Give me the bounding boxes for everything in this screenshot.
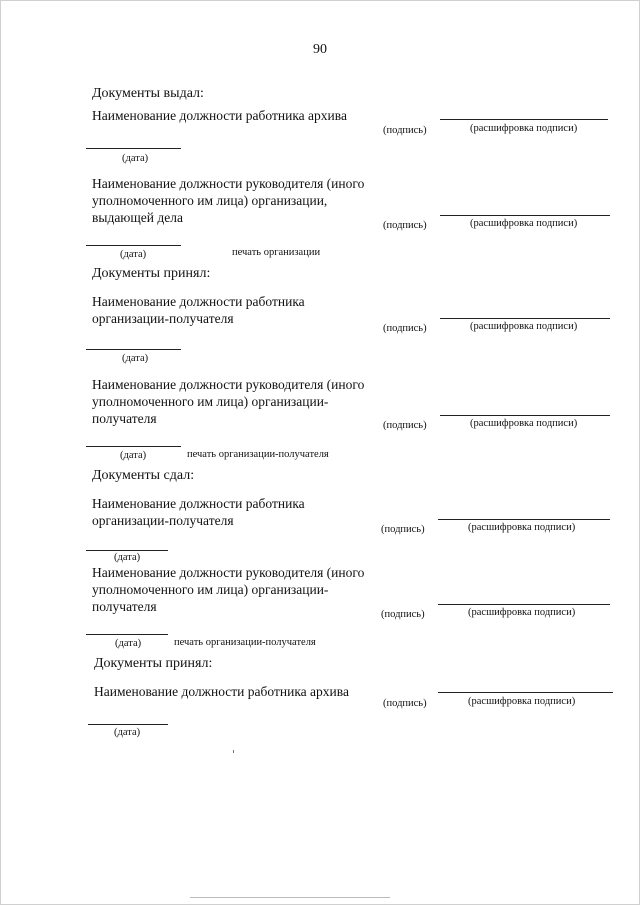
recipient-head-title: Наименование должности руководителя (иного уполномоченного им лица) организации-получателя bbox=[92, 565, 365, 614]
signature-decoding-line bbox=[438, 519, 610, 520]
organization-seal-label: печать организации bbox=[232, 247, 321, 258]
page-number: 90 bbox=[313, 42, 327, 57]
signature-decoding-line bbox=[440, 415, 610, 416]
signature-label: (подпись) bbox=[381, 524, 425, 535]
date-label: (дата) bbox=[115, 638, 142, 649]
signature-decoding-label: (расшифровка подписи) bbox=[470, 123, 578, 134]
section-heading-issued: Документы выдал: bbox=[92, 86, 204, 101]
signature-decoding-label: (расшифровка подписи) bbox=[470, 321, 578, 332]
date-line bbox=[86, 148, 181, 149]
signature-decoding-label: (расшифровка подписи) bbox=[468, 522, 576, 533]
organization-head-title: Наименование должности руководителя (иного уполномоченного им лица) организации, выдающей дела bbox=[92, 176, 365, 225]
recipient-seal-label: печать организации-получателя bbox=[174, 637, 316, 648]
signature-label: (подпись) bbox=[383, 220, 427, 231]
section-heading-received: Документы принял: bbox=[92, 266, 211, 281]
signature-decoding-label: (расшифровка подписи) bbox=[470, 418, 578, 429]
signature-label: (подпись) bbox=[383, 125, 427, 136]
date-line bbox=[88, 724, 168, 725]
signature-decoding-line bbox=[438, 604, 610, 605]
date-line bbox=[86, 550, 168, 551]
archive-employee-title: Наименование должности работника архива bbox=[92, 108, 347, 123]
signature-label: (подпись) bbox=[383, 323, 427, 334]
signature-decoding-line bbox=[440, 215, 610, 216]
date-line bbox=[86, 634, 168, 635]
recipient-head-title: Наименование должности руководителя (иного уполномоченного им лица) организации-получателя bbox=[92, 377, 365, 426]
signature-label: (подпись) bbox=[383, 420, 427, 431]
date-line bbox=[86, 245, 181, 246]
signature-label: (подпись) bbox=[383, 698, 427, 709]
signature-decoding-line bbox=[438, 692, 613, 693]
signature-decoding-label: (расшифровка подписи) bbox=[470, 218, 578, 229]
date-label: (дата) bbox=[122, 153, 149, 164]
signature-decoding-line bbox=[440, 119, 608, 120]
signature-decoding-label: (расшифровка подписи) bbox=[468, 696, 576, 707]
date-line bbox=[86, 349, 181, 350]
date-label: (дата) bbox=[120, 249, 147, 260]
date-line bbox=[86, 446, 181, 447]
recipient-employee-title: Наименование должности работника организации-получателя bbox=[92, 294, 305, 326]
date-label: (дата) bbox=[122, 353, 149, 364]
section-heading-received-archive: Документы принял: bbox=[94, 656, 213, 671]
signature-decoding-line bbox=[440, 318, 610, 319]
date-label: (дата) bbox=[114, 727, 141, 738]
signature-label: (подпись) bbox=[381, 609, 425, 620]
recipient-employee-title: Наименование должности работника организации-получателя bbox=[92, 496, 305, 528]
section-heading-handed-over: Документы сдал: bbox=[92, 468, 195, 483]
date-label: (дата) bbox=[120, 450, 147, 461]
scan-edge-mark bbox=[190, 897, 390, 898]
scan-speck bbox=[233, 750, 234, 753]
signature-decoding-label: (расшифровка подписи) bbox=[468, 607, 576, 618]
date-label: (дата) bbox=[114, 552, 141, 563]
archive-employee-title: Наименование должности работника архива bbox=[94, 684, 349, 699]
recipient-seal-label: печать организации-получателя bbox=[187, 449, 329, 460]
